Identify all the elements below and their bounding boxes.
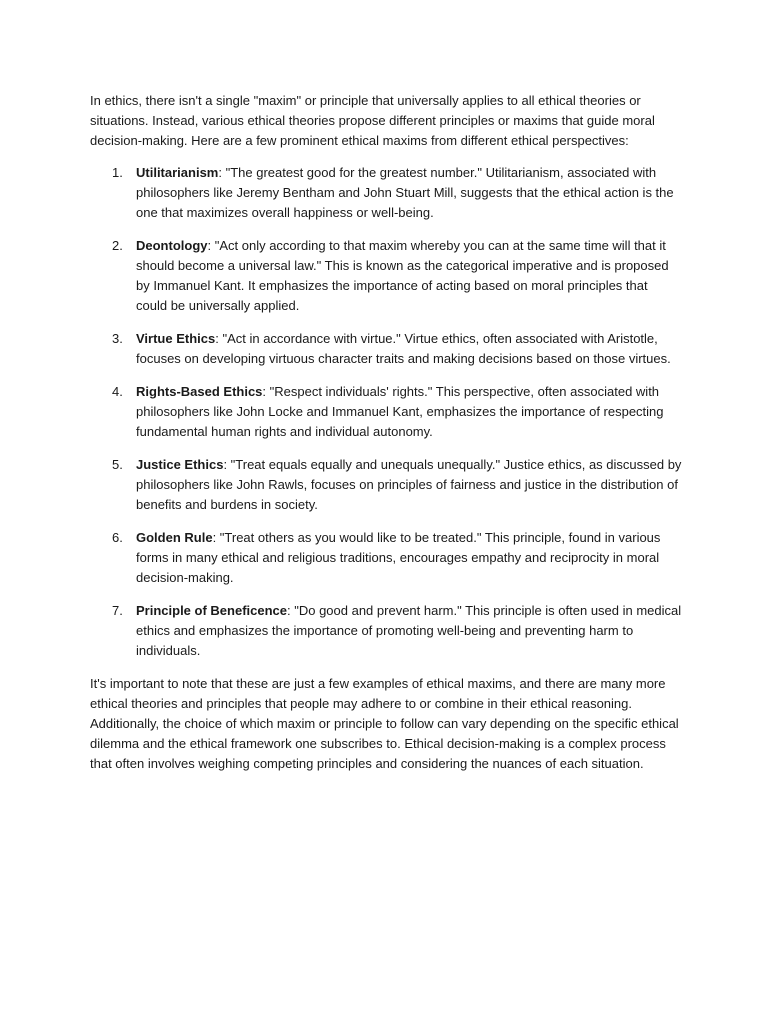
list-item: [90, 528, 682, 588]
list-item: [90, 329, 682, 369]
list-item-text: : "Act in accordance with virtue." Virtue ethics, often associated with Aristotle, focuses on developing virtuous character traits and making decisions based on those virtues.: [136, 331, 671, 366]
list-item-term: Rights-Based Ethics: [136, 384, 263, 399]
list-item-text: : "Respect individuals' rights." This perspective, often associated with philosophers like John Locke and Immanuel Kant, emphasizes the importance of respecting fundamental human rights and individual autonomy.: [136, 384, 664, 439]
list-item: [90, 382, 682, 442]
closing-paragraph: It's important to note that these are just a few examples of ethical maxims, and there are many more ethical theories and principles that people may adhere to or combine in their ethical reasoning. Additionally, the choice of which maxim or principle to follow can vary depending on the specific ethical dilemma and the ethical framework one subscribes to. Ethical decision-making is a complex process that often involves weighing competing principles and considering the nuances of each situation.: [90, 676, 679, 771]
list-item-text: : "Do good and prevent harm." This principle is often used in medical ethics and emphasizes the importance of promoting well-being and preventing harm to individuals.: [136, 603, 682, 658]
list-item-term: Virtue Ethics: [136, 331, 216, 346]
list-item-number: 3.: [112, 331, 123, 346]
intro-paragraph: In ethics, there isn't a single "maxim" or principle that universally applies to all ethical theories or situations. Instead, various ethical theories propose different principles or maxims that guide moral decision-making. Here are a few prominent ethical maxims from different ethical perspectives:: [90, 93, 655, 148]
list-item-text: : "Act only according to that maxim whereby you can at the same time will that it should become a universal law." This is known as the categorical imperative and is proposed by Immanuel Kant. It emphasizes the importance of acting based on moral principles that could be universally applied.: [136, 238, 669, 313]
list-item-term: Justice Ethics: [136, 457, 224, 472]
list-item-number: 5.: [112, 457, 123, 472]
list-item: [90, 455, 682, 515]
list-item-text: : "Treat equals equally and unequals unequally." Justice ethics, as discussed by philosophers like John Rawls, focuses on principles of fairness and justice in the distribution of benefits and burdens in society.: [136, 457, 682, 512]
list-item-term: Golden Rule: [136, 530, 213, 545]
document-page: [90, 91, 682, 774]
list-item-number: 7.: [112, 603, 123, 618]
list-item-text: : "Treat others as you would like to be treated." This principle, found in various forms in many ethical and religious traditions, encourages empathy and reciprocity in moral decision-making.: [136, 530, 661, 585]
list-item-number: 2.: [112, 238, 123, 253]
list-item-number: 1.: [112, 165, 123, 180]
list-item: [90, 601, 682, 661]
list-item-term: Deontology: [136, 238, 208, 253]
list-item-term: Principle of Beneficence: [136, 603, 287, 618]
list-item: [90, 236, 682, 316]
list-item: [90, 163, 682, 223]
list-item-term: Utilitarianism: [136, 165, 219, 180]
list-item-text: : "The greatest good for the greatest number." Utilitarianism, associated with philosophers like Jeremy Bentham and John Stuart Mill, suggests that the ethical action is the one that maximizes overall happiness or well-being.: [136, 165, 674, 220]
maxims-list: [90, 163, 682, 661]
list-item-number: 6.: [112, 530, 123, 545]
list-item-number: 4.: [112, 384, 123, 399]
